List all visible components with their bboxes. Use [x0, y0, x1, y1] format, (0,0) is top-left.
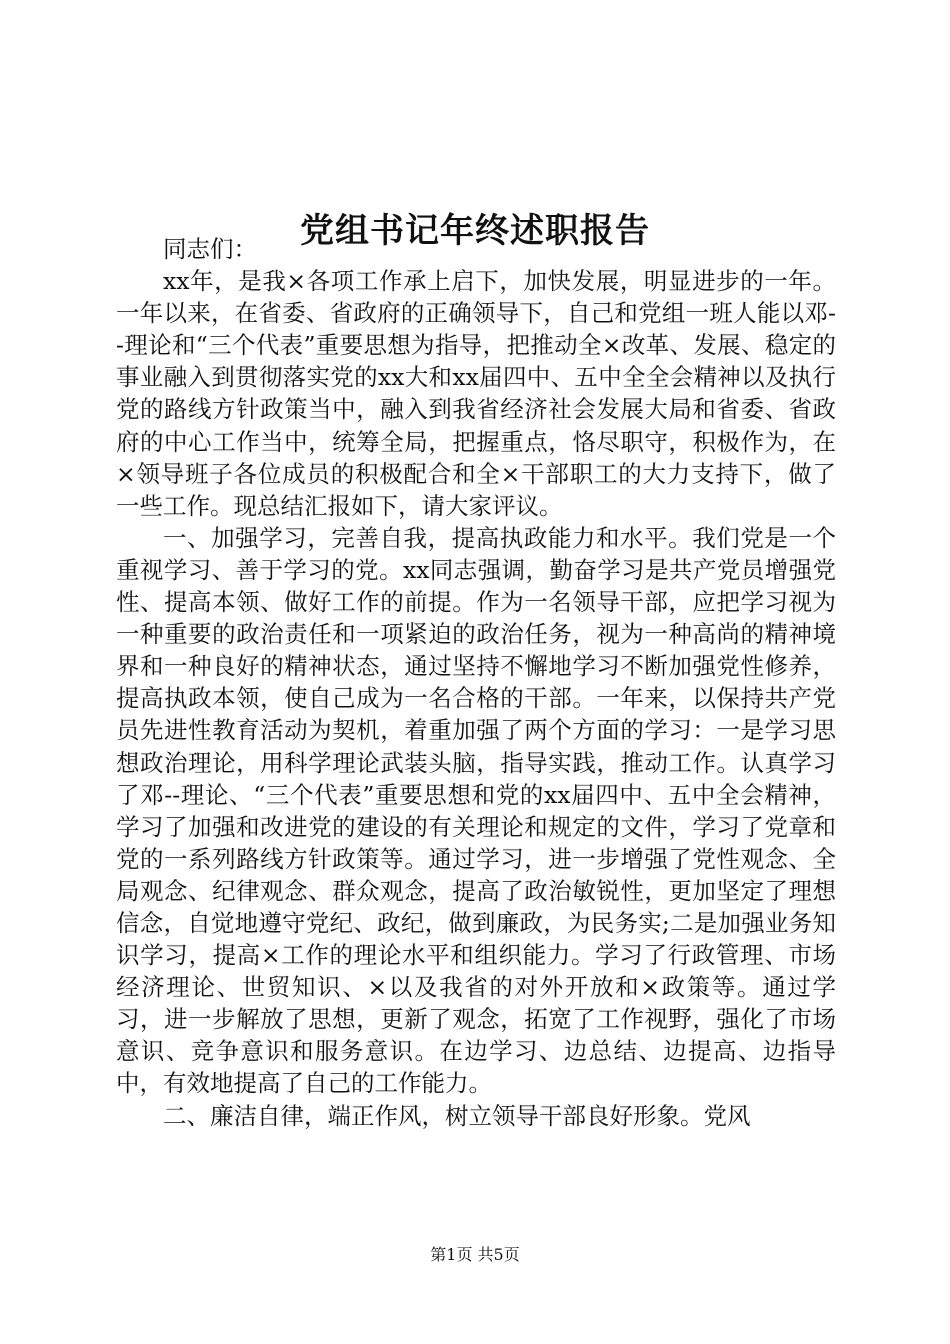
page-footer: 第1页 共5页	[430, 1245, 520, 1264]
paragraph: 二、廉洁自律，端正作风，树立领导干部良好形象。党风	[163, 1101, 751, 1130]
paragraph: xx年，是我×各项工作承上启下，加快发展，明显进步的一年。一年以来，在省委、省政府的正确领导下，自己和党组一班人能以邓--理论和“三个代表”重要思想为指导，把推动全×改革、发展、稳定的事业融入到贯彻落实党的xx大和xx届四中、五中全全会精神以及执行党的路线方针政策当中，融入到我省经济社会发展大局和省委、省政府的中心工作当中，统筹全局，把握重点，恪尽职守，积极作为，在×领导班子各位成员的积极配合和全×干部职工的大力支持下，做了一些工作。现总结汇报如下，请大家评议。	[116, 267, 836, 520]
salutation: 同志们：	[163, 235, 257, 263]
document-body	[116, 233, 836, 1132]
paragraph: 一、加强学习，完善自我，提高执政能力和水平。我们党是一个重视学习、善于学习的党。xx同志强调，勤奋学习是共产党员增强党性、提高本领、做好工作的前提。作为一名领导干部，应把学习视为一种重要的政治责任和一项紧迫的政治任务，视为一种高尚的精神境界和一种良好的精神状态，通过坚持不懈地学习不断加强党性修养，提高执政本领，使自己成为一名合格的干部。一年来，以保持共产党员先进性教育活动为契机，着重加强了两个方面的学习：一是学习思想政治理论，用科学理论武装头脑，指导实践，推动工作。认真学习了邓--理论、“三个代表”重要思想和党的xx届四中、五中全会精神，学习了加强和改进党的建设的有关理论和规定的文件，学习了党章和党的一系列路线方针政策等。通过学习，进一步增强了党性观念、全局观念、纪律观念、群众观念，提高了政治敏锐性，更加坚定了理想信念，自觉地遵守党纪、政纪，做到廉政，为民务实;二是加强业务知识学习，提高×工作的理论水平和组织能力。学习了行政管理、市场经济理论、世贸知识、×以及我省的对外开放和×政策等。通过学习，进一步解放了思想，更新了观念，拓宽了工作视野，强化了市场意识、竞争意识和服务意识。在边学习、边总结、边提高、边指导中，有效地提高了自己的工作能力。	[116, 523, 836, 1098]
document-title: 党组书记年终述职报告	[300, 210, 650, 251]
